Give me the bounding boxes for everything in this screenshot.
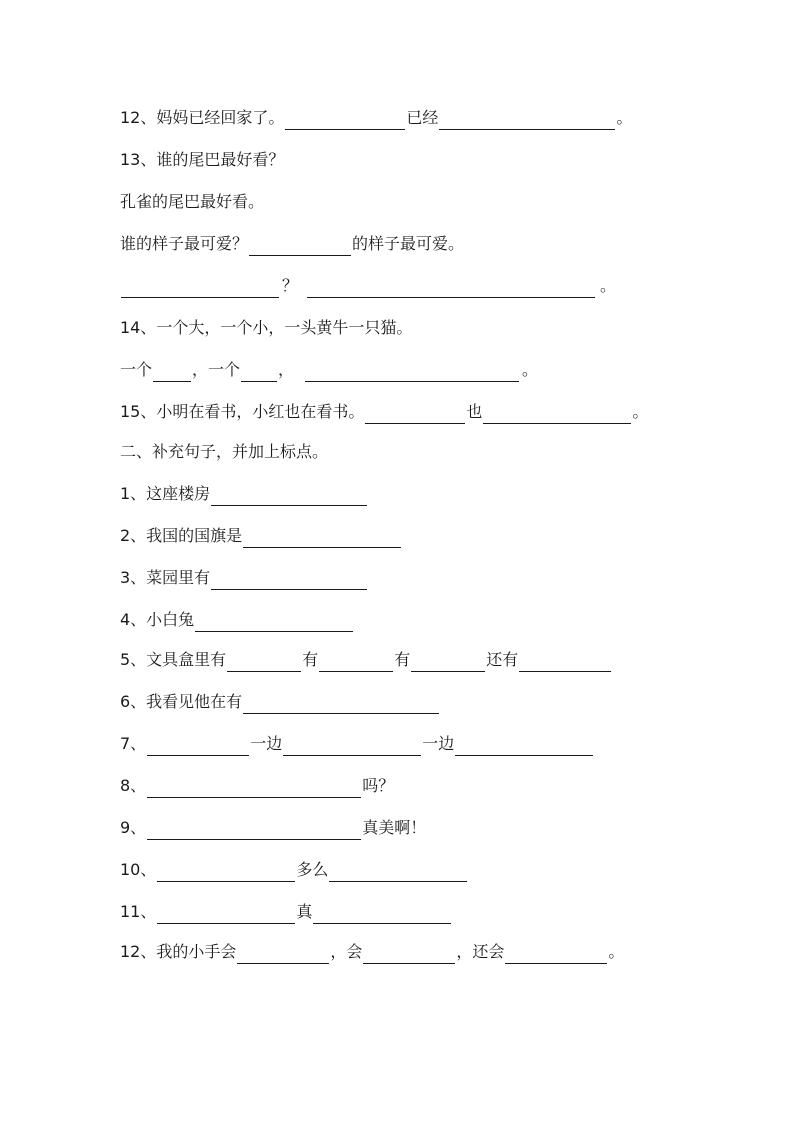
s1-q13-c-text: ？ [282,276,299,295]
section-2-heading-text: 二、补充句子，并加上标点。 [120,442,329,461]
s2-q1-text: 1、这座楼房 [120,484,211,503]
s2-q8-line [120,774,394,798]
answer-blank[interactable] [227,653,301,672]
answer-blank[interactable] [519,653,611,672]
s1-q13-b-line [120,232,464,256]
answer-blank[interactable] [211,487,367,506]
s2-q11-text: 11、 [120,902,157,921]
s1-q13-line [120,148,284,172]
answer-blank[interactable] [241,363,277,382]
s1-q14-b-text-4: 。 [522,360,539,379]
answer-blank[interactable] [153,363,191,382]
answer-blank[interactable] [147,821,361,840]
answer-blank[interactable] [195,613,353,632]
answer-blank[interactable] [237,945,329,964]
s2-q11-text-2: 真 [296,902,313,921]
answer-blank[interactable] [157,905,295,924]
s2-q7-line [120,732,594,756]
answer-blank[interactable] [411,653,485,672]
s2-q4-text: 4、小白兔 [120,610,195,629]
s1-q13-c-line [120,274,616,298]
answer-blank[interactable] [319,653,393,672]
s1-q15-text-2: 也 [466,402,483,421]
s2-q2-line [120,524,402,548]
s1-q13-answer-text: 孔雀的尾巴最好看。 [120,192,265,211]
s2-q12-line [120,940,624,964]
s2-q2-text: 2、我国的国旗是 [120,526,243,545]
s1-q12-line [120,106,632,130]
s2-q4-line [120,608,354,632]
s1-q15-text-3: 。 [632,402,649,421]
s1-q13-b-text: 谁的样子最可爱？ [120,234,249,253]
s2-q7-text-3: 一边 [422,734,455,753]
s1-q13-c-text-2: 。 [600,276,617,295]
s2-q6-text: 6、我看见他在有 [120,692,243,711]
s2-q9-text-2: 真美啊！ [362,818,427,837]
answer-blank[interactable] [243,695,439,714]
s1-q14-line [120,316,412,340]
s2-q12-text-2: ，会 [330,942,363,961]
answer-blank[interactable] [283,737,421,756]
s1-q14-b-text-2: ，一个 [192,360,241,379]
s1-q14-b-text-3: ， [278,360,295,379]
answer-blank[interactable] [249,237,351,256]
answer-blank[interactable] [365,405,465,424]
s1-q13-text: 13、谁的尾巴最好看？ [120,150,285,169]
s2-q9-line [120,816,426,840]
s2-q3-text: 3、菜园里有 [120,568,211,587]
s2-q10-line [120,858,468,882]
s2-q11-line [120,900,452,924]
s1-q15-line [120,400,648,424]
s1-q12-text: 12、妈妈已经回家了。 [120,108,285,127]
s2-q7-text: 7、 [120,734,147,753]
s2-q8-text: 8、 [120,776,147,795]
s2-q1-line [120,482,368,506]
s2-q10-text-2: 多么 [296,860,329,879]
s2-q5-text: 5、文具盒里有 [120,650,227,669]
answer-blank[interactable] [147,779,361,798]
section-2-heading [120,440,328,464]
s2-q8-text-2: 吗？ [362,776,395,795]
answer-blank[interactable] [157,863,295,882]
answer-blank[interactable] [439,111,615,130]
s2-q7-text-2: 一边 [250,734,283,753]
s2-q12-text-4: 。 [608,942,625,961]
answer-blank[interactable] [121,279,279,298]
answer-blank[interactable] [505,945,607,964]
s1-q15-text: 15、小明在看书，小红也在看书。 [120,402,365,421]
s2-q5-text-3: 有 [394,650,411,669]
answer-blank[interactable] [243,529,401,548]
answer-blank[interactable] [211,571,367,590]
s2-q9-text: 9、 [120,818,147,837]
s2-q10-text: 10、 [120,860,157,879]
answer-blank[interactable] [329,863,467,882]
s2-q5-text-2: 有 [302,650,319,669]
s2-q5-line [120,648,612,672]
s2-q12-text: 12、我的小手会 [120,942,237,961]
answer-blank[interactable] [147,737,249,756]
s1-q14-b-line [120,358,538,382]
s2-q6-line [120,690,440,714]
answer-blank[interactable] [285,111,405,130]
answer-blank[interactable] [483,405,631,424]
s2-q5-text-4: 还有 [486,650,519,669]
s1-q13-b-text-2: 的样子最可爱。 [352,234,465,253]
answer-blank[interactable] [307,279,595,298]
answer-blank[interactable] [305,363,519,382]
s2-q3-line [120,566,368,590]
s1-q12-text-3: 。 [616,108,633,127]
s2-q12-text-3: ，还会 [456,942,505,961]
s1-q12-text-2: 已经 [406,108,439,127]
s1-q14-text: 14、一个大，一个小，一头黄牛一只猫。 [120,318,413,337]
s1-q14-b-text: 一个 [120,360,153,379]
answer-blank[interactable] [313,905,451,924]
answer-blank[interactable] [363,945,455,964]
s1-q13-answer-line [120,190,264,214]
answer-blank[interactable] [455,737,593,756]
